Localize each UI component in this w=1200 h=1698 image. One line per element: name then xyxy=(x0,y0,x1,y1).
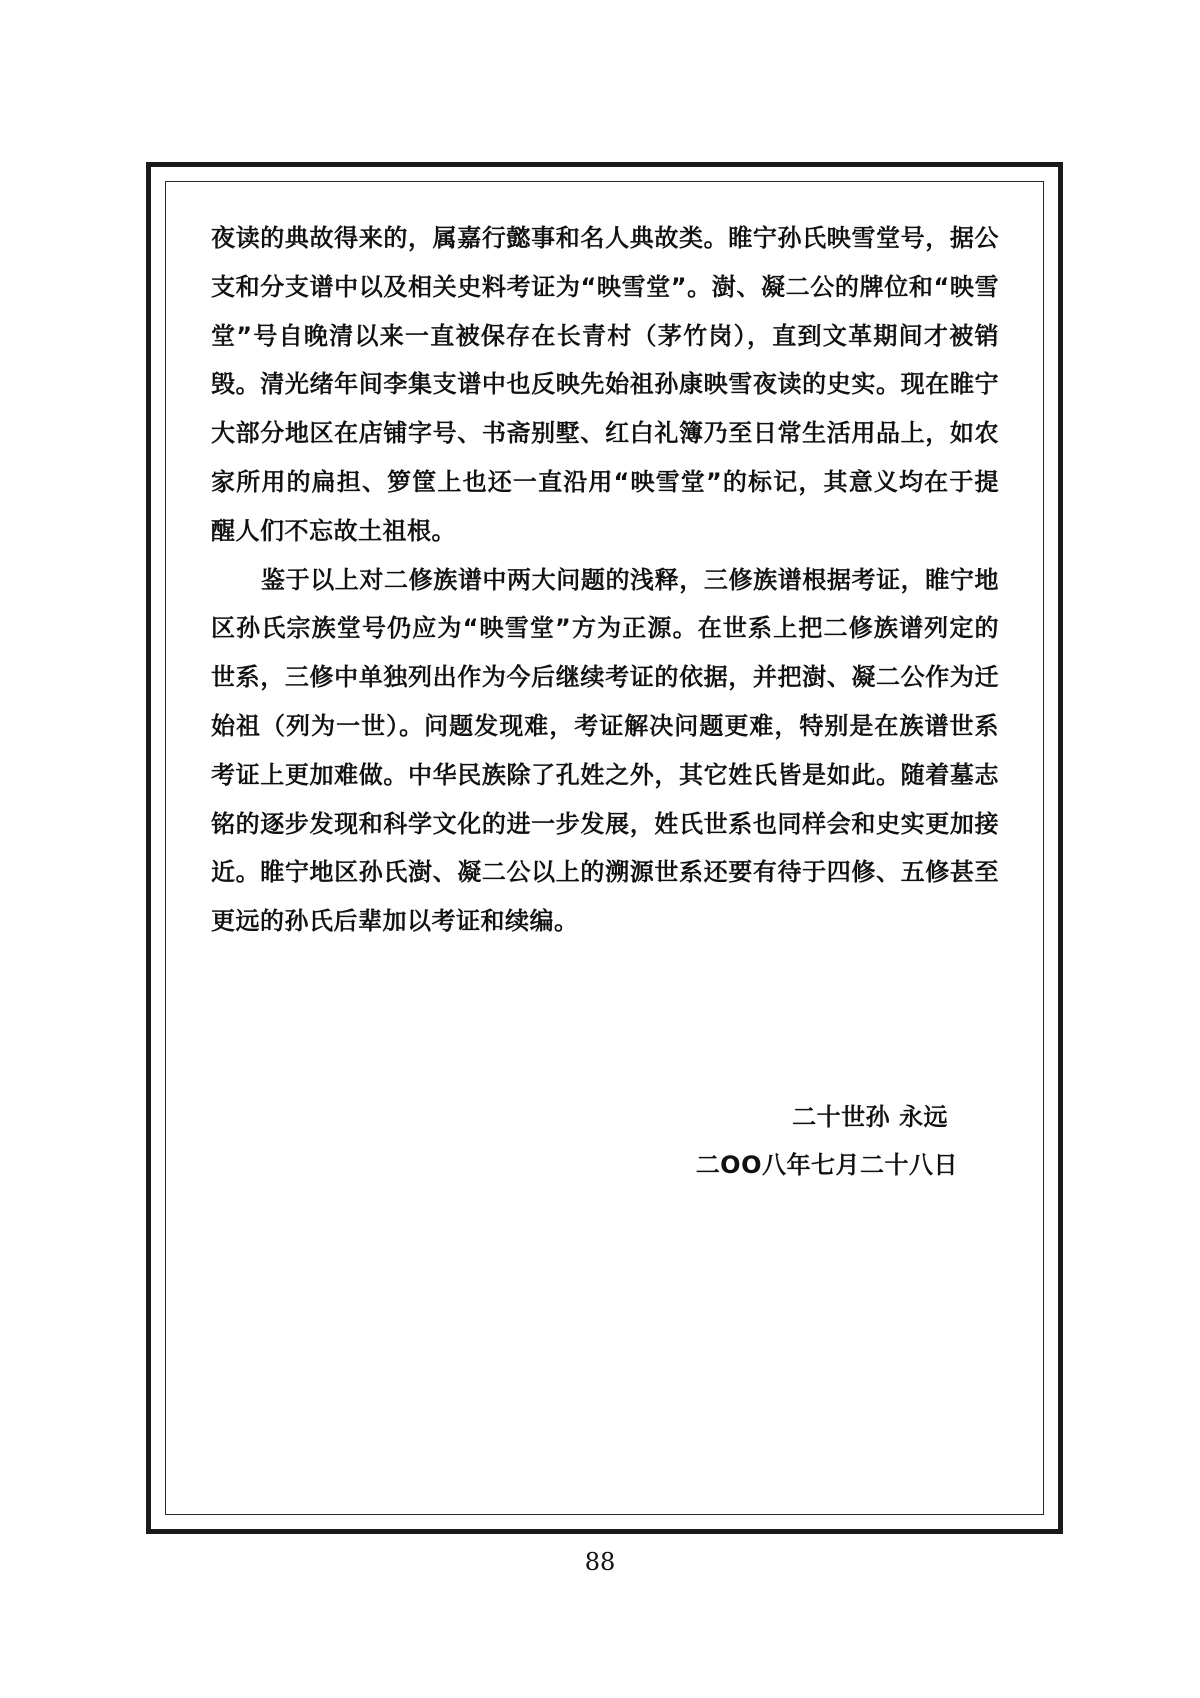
signature-block xyxy=(696,1093,958,1189)
signature-author: 二十世孙 永远 xyxy=(792,1103,948,1131)
paragraph-1: 夜读的典故得来的，属嘉行懿事和名人典故类。睢宁孙氏映雪堂号，据公支和分支谱中以及相关史料考证为“映雪堂”。澍、凝二公的牌位和“映雪堂”号自晚清以来一直被保存在长青村（茅竹岗），直到文革期间才被销毁。清光绪年间李集支谱中也反映先始祖孙康映雪夜读的史实。现在睢宁大部分地区在店铺字号、书斋别墅、红白礼簿乃至日常生活用品上，如农家所用的扁担、箩筐上也还一直沿用“映雪堂”的标记，其意义均在于提醒人们不忘故土祖根。 xyxy=(211,224,999,545)
body-text xyxy=(211,214,999,946)
paragraph-2: 鉴于以上对二修族谱中两大问题的浅释，三修族谱根据考证，睢宁地区孙氏宗族堂号仍应为“映雪堂”方为正源。在世系上把二修族谱列定的世系，三修中单独列出作为今后继续考证的依据，并把澍、凝二公作为迁始祖（列为一世）。问题发现难，考证解决问题更难，特别是在族谱世系考证上更加难做。中华民族除了孔姓之外，其它姓氏皆是如此。随着墓志铭的逐步发现和科学文化的进一步发展，姓氏世系也同样会和史实更加接近。睢宁地区孙氏澍、凝二公以上的溯源世系还要有待于四修、五修甚至更远的孙氏后辈加以考证和续编。 xyxy=(211,565,999,936)
page-number: 88 xyxy=(584,1548,616,1576)
signature-date: 二OO八年七月二十八日 xyxy=(695,1151,958,1179)
